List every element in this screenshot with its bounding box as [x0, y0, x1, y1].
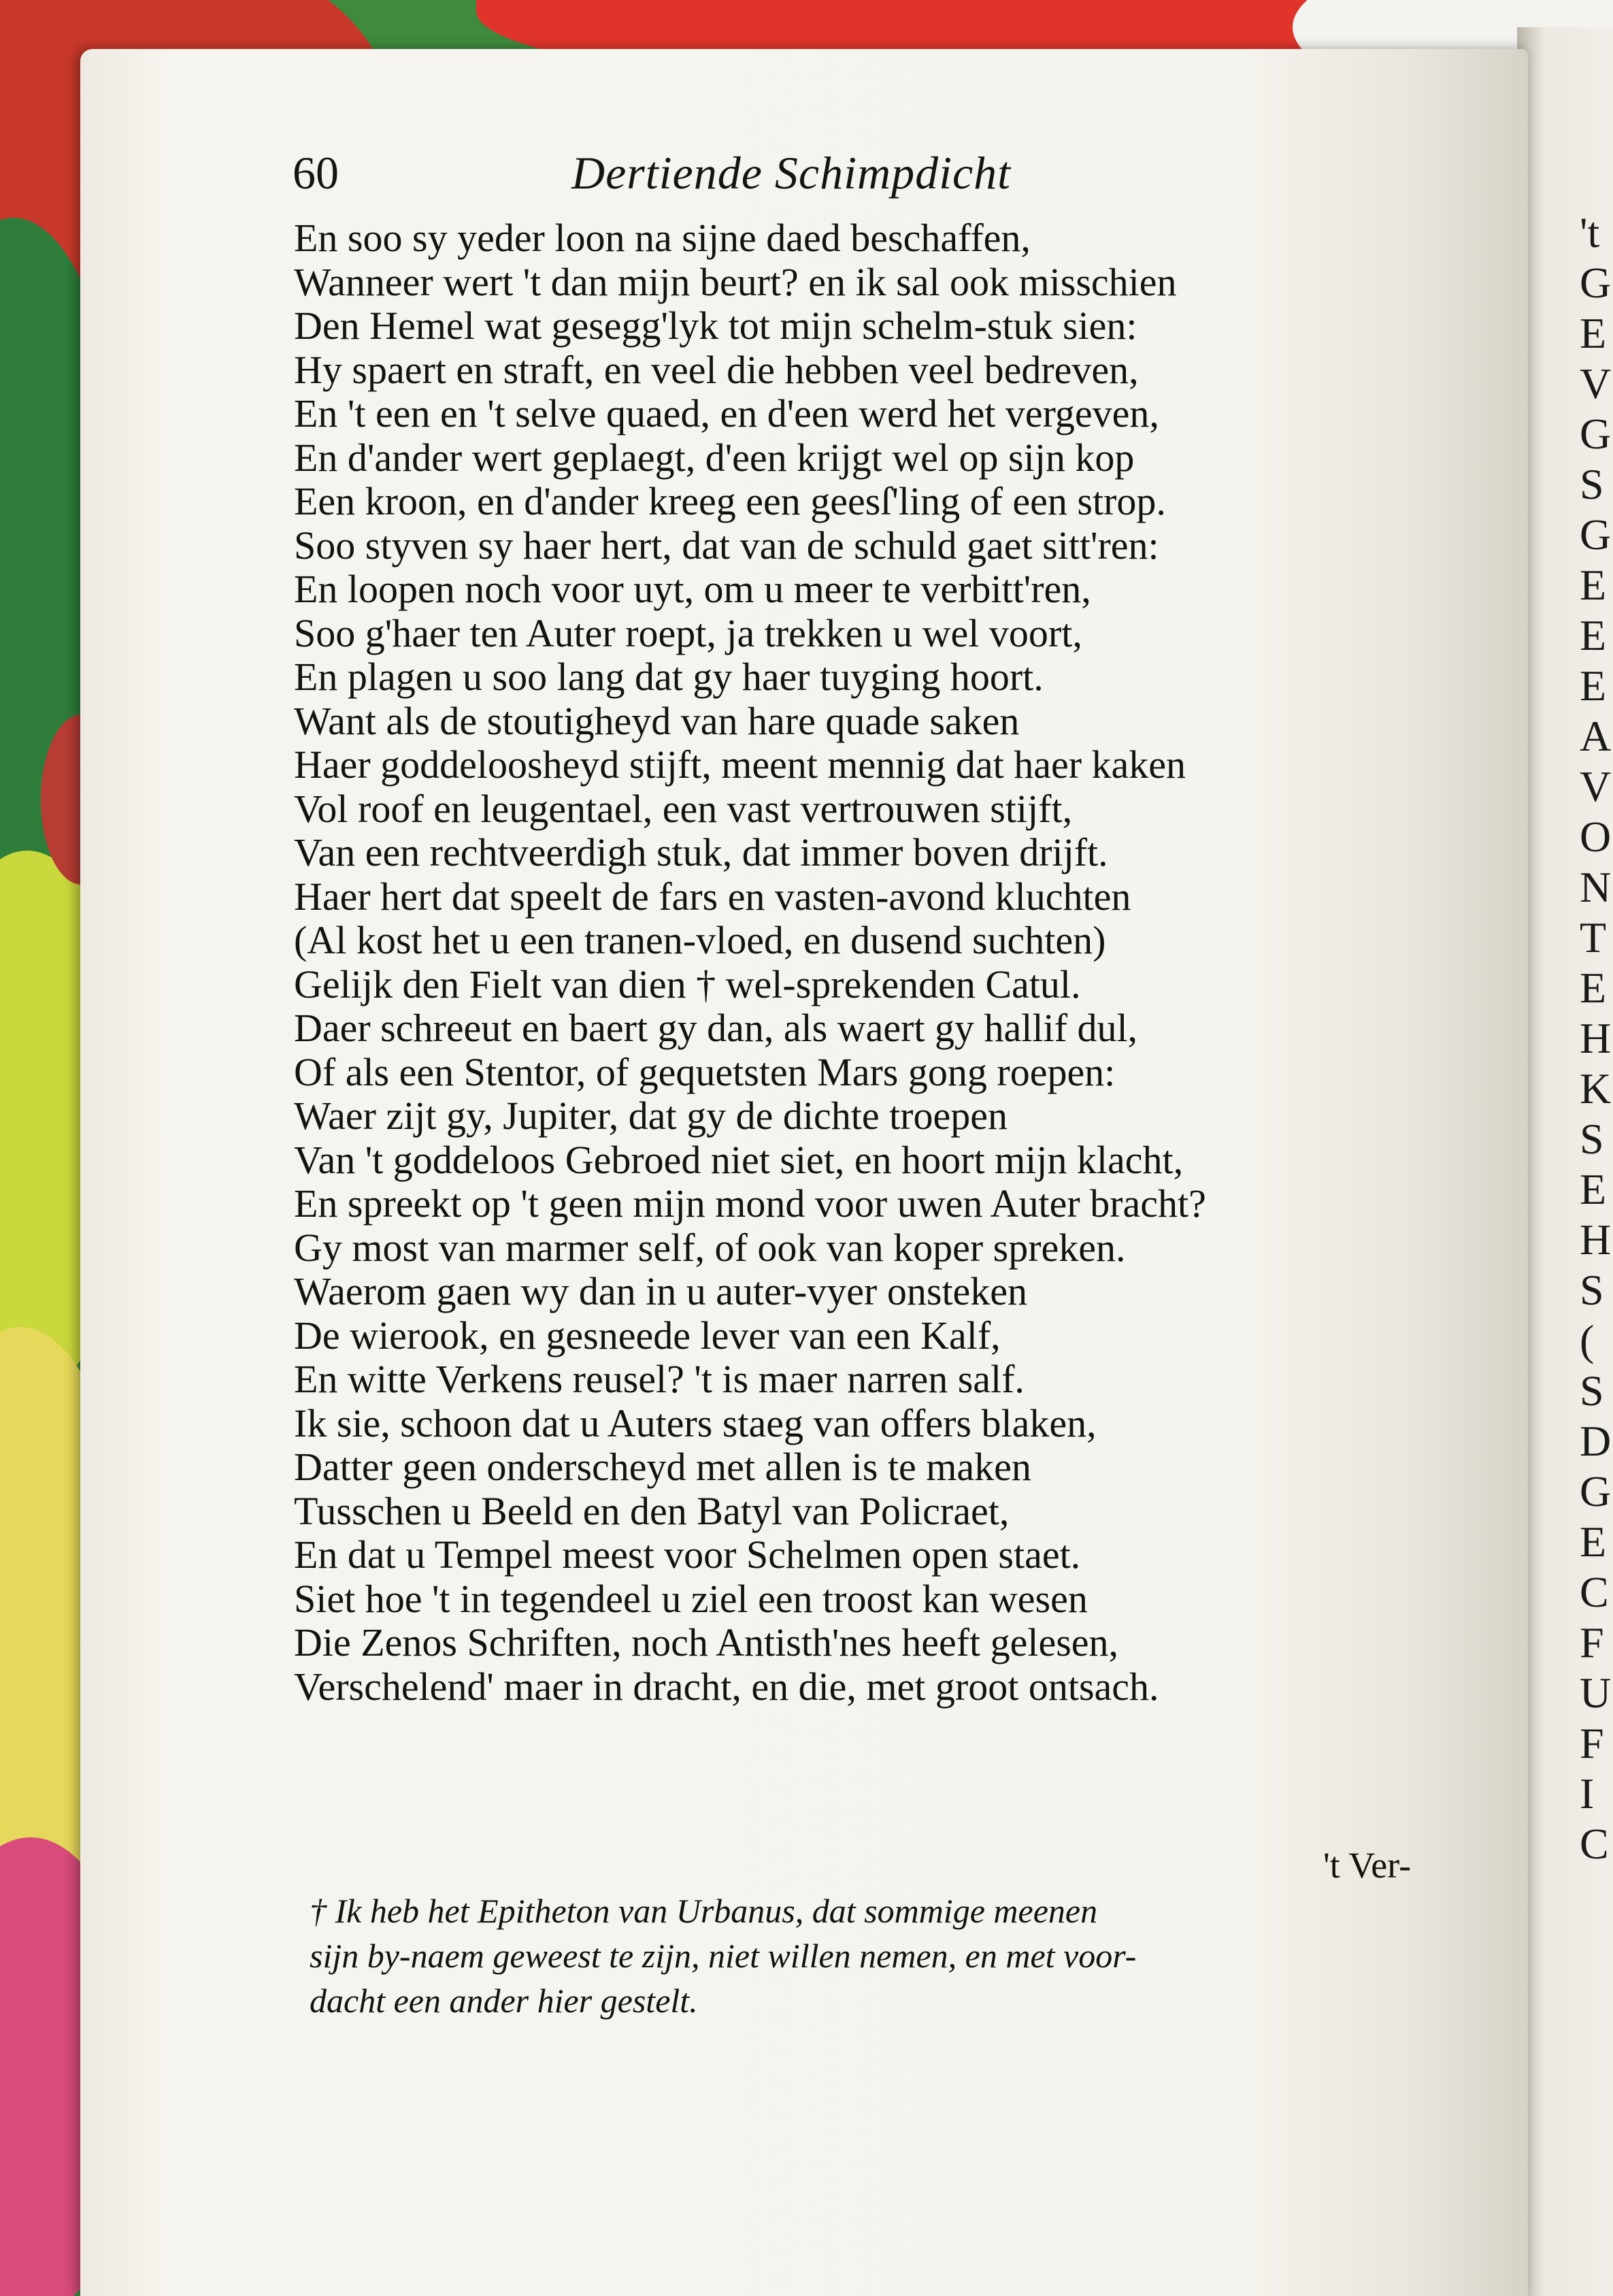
facing-page-letter: S	[1580, 460, 1604, 508]
verse-line: Ik sie, schoon dat u Auters staeg van offers blaken,	[294, 1400, 1097, 1445]
facing-page-letter: D	[1580, 1417, 1612, 1465]
verse-line: De wierook, en gesneede lever van een Kalf,	[294, 1313, 1001, 1358]
footnote-line: sijn by-naem geweest te zijn, niet willen nemen, en met voor-	[310, 1937, 1137, 1975]
footnote-line: dacht een ander hier gestelt.	[310, 1982, 698, 2020]
facing-page-letter: V	[1580, 359, 1612, 408]
facing-page-letter: E	[1580, 964, 1607, 1012]
facing-page-letter: I	[1580, 1769, 1595, 1818]
facing-page-letter: E	[1580, 1518, 1607, 1566]
facing-page-letter: C	[1580, 1820, 1609, 1868]
verse-line: Haer hert dat speelt de fars en vasten-avond kluchten	[294, 874, 1131, 919]
facing-page-letter: C	[1580, 1568, 1609, 1616]
facing-page-letter: A	[1580, 712, 1612, 760]
facing-page-letter: S	[1580, 1366, 1604, 1415]
verse-line: En d'ander wert geplaegt, d'een krijgt wel op sijn kop	[294, 435, 1135, 480]
verse-line: En witte Verkens reusel? 't is maer narren salf.	[294, 1357, 1025, 1401]
verse-line: Waerom gaen wy dan in u auter-vyer onsteken	[294, 1269, 1028, 1313]
verse-line: Soo g'haer ten Auter roept, ja trekken u wel voort,	[294, 610, 1082, 655]
facing-page-letter: E	[1580, 611, 1607, 659]
verse-line: Verschelend' maer in dracht, en die, met groot ontsach.	[294, 1664, 1159, 1709]
catchword: 't Ver-	[1323, 1845, 1412, 1886]
facing-page-letter: G	[1580, 1467, 1612, 1515]
verse-text	[294, 216, 1450, 1709]
facing-page-letter: V	[1580, 762, 1612, 810]
verse-line: En dat u Tempel meest voor Schelmen open staet.	[294, 1532, 1081, 1577]
verse-line: En 't een en 't selve quaed, en d'een werd het vergeven,	[294, 391, 1159, 436]
verse-line: Wanneer wert 't dan mijn beurt? en ik sal ook misschien	[294, 259, 1177, 304]
verse-line: Of als een Stentor, of gequetsten Mars gong roepen:	[294, 1049, 1116, 1094]
verse-line: Gelijk den Fielt van dien † wel-sprekenden Catul.	[294, 962, 1081, 1006]
verse-line: Daer schreeut en baert gy dan, als waert gy hallif dul,	[294, 1006, 1138, 1050]
verse-line: Datter geen onderscheyd met allen is te maken	[294, 1445, 1031, 1489]
verse-line: Waer zijt gy, Jupiter, dat gy de dichte troepen	[294, 1094, 1008, 1138]
verse-line: Een kroon, en d'ander kreeg een geesſ'ling of een strop.	[294, 479, 1166, 523]
verse-line: En plagen u soo lang dat gy haer tuyging hoort.	[294, 655, 1044, 699]
footnote	[310, 1888, 1466, 2023]
facing-page-letter: H	[1580, 1014, 1612, 1062]
verse-line: Van een rechtveerdigh stuk, dat immer boven drijft.	[294, 830, 1108, 874]
verse-line: Siet hoe 't in tegendeel u ziel een troost kan wesen	[294, 1576, 1088, 1621]
verse-line: En soo sy yeder loon na sijne daed beschaffen,	[294, 216, 1031, 260]
facing-page-letter: F	[1580, 1618, 1604, 1667]
verse-line: Gy most van marmer self, of ook van koper spreken.	[294, 1225, 1126, 1270]
facing-page	[1517, 27, 1613, 2296]
facing-page-letter: H	[1580, 1215, 1612, 1264]
facing-page-letter: S	[1580, 1266, 1604, 1314]
facing-page-letter: E	[1580, 561, 1607, 609]
footnote-line: † Ik heb het Epitheton van Urbanus, dat sommige meenen	[310, 1892, 1098, 1930]
verse-line: Want als de stoutigheyd van hare quade saken	[294, 698, 1020, 743]
facing-page-letter: G	[1580, 510, 1612, 559]
verse-line: Van 't goddeloos Gebroed niet siet, en hoort mijn klacht,	[294, 1137, 1184, 1182]
facing-page-letter: G	[1580, 410, 1612, 458]
facing-page-letter: (	[1580, 1316, 1595, 1364]
verse-line: Die Zenos Schriften, noch Antisth'nes heeft gelesen,	[294, 1620, 1119, 1664]
verse-line: Tusschen u Beeld en den Batyl van Policraet,	[294, 1488, 1010, 1533]
verse-line: Haer goddeloosheyd stijft, meent mennig dat haer kaken	[294, 742, 1186, 787]
facing-page-letter: S	[1580, 1115, 1604, 1163]
running-title: Dertiende Schimpdicht	[571, 147, 1012, 199]
page-number: 60	[293, 147, 339, 199]
facing-page-letter: E	[1580, 661, 1607, 710]
facing-page-letter: U	[1580, 1669, 1612, 1717]
verse-line: En loopen noch voor uyt, om u meer te verbitt'ren,	[294, 567, 1091, 611]
verse-line: Vol roof en leugentael, een vast vertrouwen stijft,	[294, 786, 1073, 831]
verse-line: Den Hemel wat gesegg'lyk tot mijn schelm-stuk sien:	[294, 304, 1137, 348]
verse-line: (Al kost het u een tranen-vloed, en dusend suchten)	[294, 918, 1106, 962]
facing-page-letter: N	[1580, 863, 1612, 911]
facing-page-letter: F	[1580, 1719, 1604, 1767]
facing-page-letter: K	[1580, 1064, 1612, 1113]
verse-line: Soo styven sy haer hert, dat van de schuld gaet sitt'ren:	[294, 523, 1159, 568]
facing-page-letter: E	[1580, 1165, 1607, 1213]
facing-page-letter: O	[1580, 813, 1612, 861]
verse-line: En spreekt op 't geen mijn mond voor uwen Auter bracht?	[294, 1181, 1206, 1226]
facing-page-letter: T	[1580, 913, 1607, 962]
page-header	[293, 146, 1354, 208]
facing-page-letter: G	[1580, 259, 1612, 307]
facing-page-letter: 't	[1580, 208, 1600, 257]
verse-line: Hy spaert en straft, en veel die hebben veel bedreven,	[294, 347, 1139, 392]
facing-page-letter: E	[1580, 309, 1607, 357]
